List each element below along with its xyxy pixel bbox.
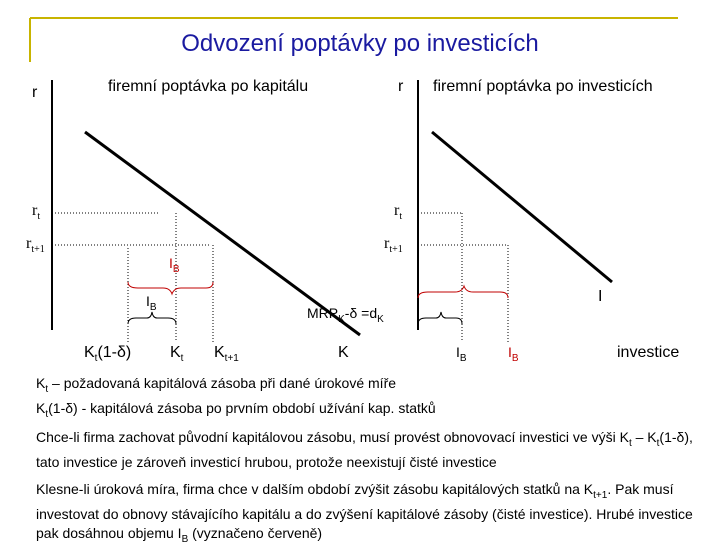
left-ib-black-label: $I_B$ [146, 293, 157, 313]
note-kt: $K_t$ – požadovaná kapitálová zásoba při dané úrokové míře [36, 375, 397, 395]
left-red-brace [128, 282, 213, 294]
right-rt-label: $r_t$ [394, 202, 403, 222]
note-paragraph-replacement: Chce-li firma zachovat původní kapitálovou zásobu, musí provést obnovovací investici ve výši $K_t - K_t(1-\delta)$, tato investice je zároveň investicí hrubou, protože neexistují čisté investice [36, 429, 693, 470]
left-ib-red-label: $I_B$ [169, 255, 180, 275]
left-x-tick-0: $K_t(1-\delta)$ [84, 344, 132, 364]
left-curve-label: $MRP_K-\delta =d_K$ [307, 305, 384, 325]
page-title: Odvození poptávky po investicích [181, 30, 539, 57]
left-y-axis-label: r [32, 84, 38, 101]
right-rt1-label: $r_{t+1}$ [384, 235, 403, 255]
note-kt-depreciated: $K_t(1-\delta)$ - kapitálová zásoba po prvním období užívání kap. statků [36, 400, 436, 420]
note-paragraph-gross-investment: Klesne-li úroková míra, firma chce v dalším období zvýšit zásobu kapitálových statků na $K_{t+1}$. Pak musí investovat do obnovy stávajícího kapitálu a do zvýšení kapitálové zásoby (čisté investice). Hrubé investice pak dosáhnou objemu $I_B$ (vyznačeno červeně) [36, 481, 693, 545]
right-ib-black-label: $I_B$ [456, 344, 467, 364]
right-x-axis-label: investice [617, 344, 680, 361]
right-investment-demand-curve [432, 132, 612, 282]
left-rt-label: $r_t$ [32, 202, 41, 222]
left-rt1-label: $r_{t+1}$ [26, 235, 45, 255]
left-x-axis-label: K [338, 344, 349, 361]
right-panel-heading: firemní poptávka po investicích [433, 78, 653, 95]
left-x-tick-1: $K_t$ [170, 344, 184, 364]
left-black-brace [128, 312, 176, 324]
right-y-axis-label: r [398, 78, 404, 95]
right-red-brace [418, 286, 508, 298]
right-black-brace [418, 312, 462, 324]
right-curve-label: I [598, 288, 603, 305]
right-ib-red-label: $I_B$ [508, 344, 519, 364]
left-panel-heading: firemní poptávka po kapitálu [108, 78, 309, 95]
left-x-tick-2: $K_{t+1}$ [214, 344, 239, 364]
